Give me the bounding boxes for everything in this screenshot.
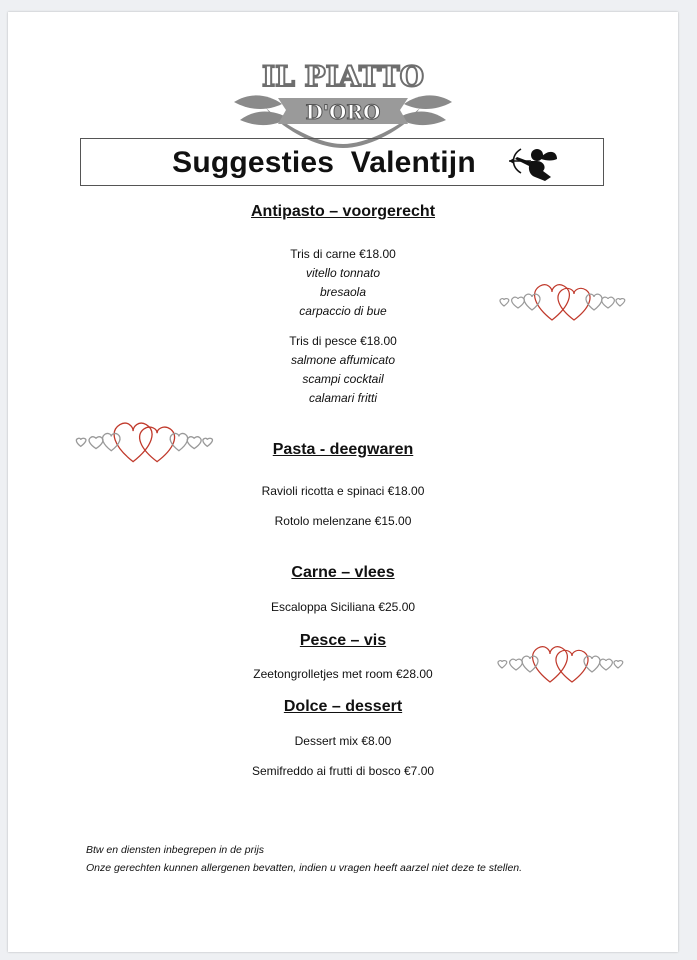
page-title: Suggesties Valentijn bbox=[172, 146, 476, 179]
title-box bbox=[80, 138, 604, 186]
section-heading-carne: Carne – vlees bbox=[291, 564, 395, 581]
dish-tris-pesce: Tris di pesce €18.00 bbox=[289, 334, 397, 348]
hearts-decoration-icon bbox=[492, 280, 632, 324]
section-heading-antipasto: Antipasto – voorgerecht bbox=[250, 203, 436, 220]
cupid-icon bbox=[507, 145, 559, 183]
dish-component: salmone affumicato bbox=[290, 353, 396, 367]
hearts-decoration-icon bbox=[490, 642, 630, 686]
dish-item: Zeetongrolletjes met room €28.00 bbox=[253, 667, 433, 681]
section-heading-dolce: Dolce – dessert bbox=[283, 698, 403, 715]
dish-tris-carne: Tris di carne €18.00 bbox=[290, 247, 396, 261]
logo-line2: D'ORO bbox=[305, 100, 381, 124]
dish-component: calamari fritti bbox=[308, 391, 377, 405]
section-heading-pasta: Pasta - deegwaren bbox=[272, 441, 414, 458]
footer-note-vat: Btw en diensten inbegrepen in de prijs bbox=[86, 844, 265, 856]
footer-note-allergens: Onze gerechten kunnen allergenen bevatten, indien u vragen heeft aarzel niet deze te stellen. bbox=[86, 862, 523, 874]
logo-line1: IL PIATTO bbox=[262, 60, 424, 93]
dish-item: Ravioli ricotta e spinaci €18.00 bbox=[261, 484, 425, 498]
hearts-decoration-icon bbox=[66, 418, 222, 466]
dish-component: vitello tonnato bbox=[305, 266, 381, 280]
dish-item: Rotolo melenzane €15.00 bbox=[274, 514, 412, 528]
restaurant-logo bbox=[230, 58, 456, 150]
dish-item: Dessert mix €8.00 bbox=[294, 734, 392, 748]
dish-item: Escaloppa Siciliana €25.00 bbox=[270, 600, 416, 614]
dish-component: bresaola bbox=[319, 285, 367, 299]
dish-component: carpaccio di bue bbox=[299, 304, 387, 318]
dish-item: Semifreddo ai frutti di bosco €7.00 bbox=[251, 764, 435, 778]
dish-component: scampi cocktail bbox=[302, 372, 384, 386]
menu-page bbox=[8, 12, 678, 952]
section-heading-pesce: Pesce – vis bbox=[299, 632, 387, 649]
